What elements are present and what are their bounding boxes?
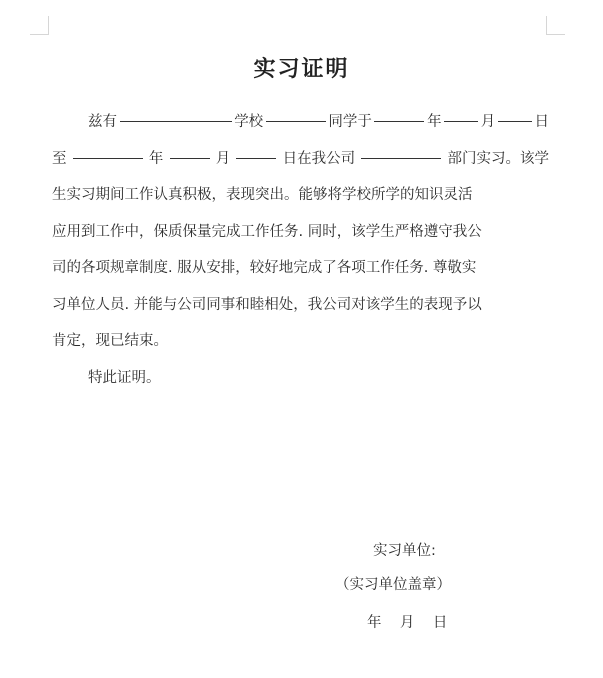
text-line: 习单位人员. 并能与公司同事和睦相处，我公司对该学生的表现予以: [52, 296, 482, 313]
closing-line: [52, 360, 549, 397]
blank-department: [361, 141, 441, 159]
body-line-5: [52, 250, 549, 287]
body-line-6: [52, 287, 549, 324]
text-line: 应用到工作中，保质保量完成工作任务. 同时，该学生严格遵守我公: [52, 223, 482, 240]
closing-text: 特此证明。: [88, 369, 161, 386]
blank-end-month: [170, 141, 210, 159]
blank-student-name: [266, 104, 326, 122]
document-title: 实习证明: [253, 56, 350, 82]
page-corner-mark-top-left: [30, 16, 49, 35]
body-line-3: [52, 177, 549, 214]
blank-end-year: [73, 141, 143, 159]
body-line-4: [52, 214, 549, 251]
document-body: [52, 104, 549, 396]
text-segment: 年: [148, 150, 164, 167]
text-segment: 至: [52, 150, 67, 167]
signature-seal-label: （实习单位盖章）: [335, 577, 451, 593]
signature-unit-label: 实习单位:: [373, 543, 436, 559]
body-line-1: [52, 104, 549, 141]
text-segment: 年: [427, 114, 442, 130]
text-line: 生实习期间工作认真积极，表现突出。能够将学校所学的知识灵活: [52, 187, 473, 203]
text-segment: 同学于: [328, 114, 372, 130]
page-corner-mark-top-right: [546, 16, 565, 35]
text-segment: 日: [534, 114, 549, 130]
text-line: 司的各项规章制度. 服从安排，较好地完成了各项工作任务. 尊敬实: [52, 260, 477, 276]
body-line-2: [52, 141, 549, 178]
text-segment: 部门实习。该学: [447, 150, 549, 167]
blank-start-month: [444, 104, 478, 122]
blank-school: [120, 104, 232, 122]
text-line: 肯定，现已结束。: [52, 333, 168, 349]
text-segment: 日在我公司: [282, 150, 356, 167]
blank-start-year: [374, 104, 424, 122]
text-segment: 月: [215, 150, 231, 167]
text-segment: 学校: [234, 114, 264, 130]
body-line-7: [52, 323, 549, 360]
blank-start-day: [498, 104, 532, 122]
blank-end-day: [236, 141, 276, 159]
signature-date-label: 年 月 日: [367, 615, 448, 631]
text-segment: 兹有: [88, 114, 117, 130]
text-segment: 月: [480, 114, 496, 130]
